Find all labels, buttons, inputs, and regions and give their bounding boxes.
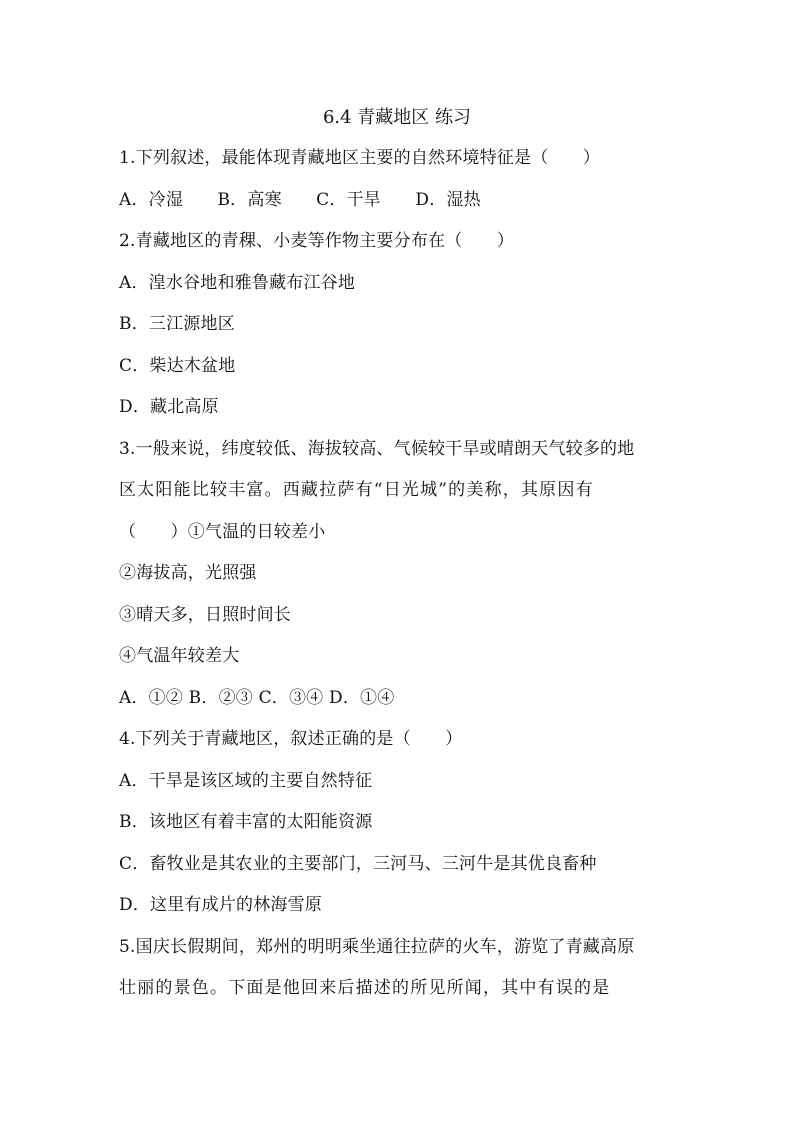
question-5-stem-line-1: 5.国庆长假期间，郑州的明明乘坐通往拉萨的火车，游览了青藏高原 xyxy=(119,936,635,957)
question-1-stem: 1.下列叙述，最能体现青藏地区主要的自然环境特征是（ ） xyxy=(119,148,601,168)
question-3-stem-line-3: （ ）①气温的日较差小 xyxy=(119,521,326,542)
question-2-option-b: B．三江源地区 xyxy=(119,314,235,334)
question-2-option-d: D．藏北高原 xyxy=(119,397,219,417)
question-2-stem: 2.青藏地区的青稞、小麦等作物主要分布在（ ） xyxy=(119,231,515,251)
question-3-statement-4: ④气温年较差大 xyxy=(119,646,240,666)
question-5-stem-line-2: 壮丽的景色。下面是他回来后描述的所见所闻，其中有误的是 xyxy=(119,978,611,998)
question-3-stem-line-2: 区太阳能比较丰富。西藏拉萨有“日光城”的美称，其原因有 xyxy=(119,480,594,500)
question-4-option-b: B．该地区有着丰富的太阳能资源 xyxy=(119,812,373,832)
question-2-option-a: A．湟水谷地和雅鲁藏布江谷地 xyxy=(119,272,356,293)
question-3-stem-line-1: 3.一般来说，纬度较低、海拔较高、气候较干旱或晴朗天气较多的地 xyxy=(119,438,635,459)
question-4-option-a: A．干旱是该区域的主要自然特征 xyxy=(119,770,373,791)
question-2-option-c: C．柴达木盆地 xyxy=(119,355,236,376)
page-title: 6.4 青藏地区 练习 xyxy=(322,107,472,128)
question-3-statement-3: ③晴天多，日照时间长 xyxy=(119,604,291,625)
question-4-option-c: C．畜牧业是其农业的主要部门，三河马、三河牛是其优良畜种 xyxy=(119,853,597,874)
question-list xyxy=(119,146,679,1018)
question-3-statement-2: ②海拔高，光照强 xyxy=(119,563,257,583)
question-1-options: A．冷湿 B．高寒 C．干旱 D．湿热 xyxy=(119,189,481,210)
question-4-option-d: D．这里有成片的林海雪原 xyxy=(119,895,323,915)
question-4-stem: 4.下列关于青藏地区，叙述正确的是（ ） xyxy=(119,729,463,749)
question-3-options: A．①② B．②③ C．③④ D．①④ xyxy=(119,687,395,708)
